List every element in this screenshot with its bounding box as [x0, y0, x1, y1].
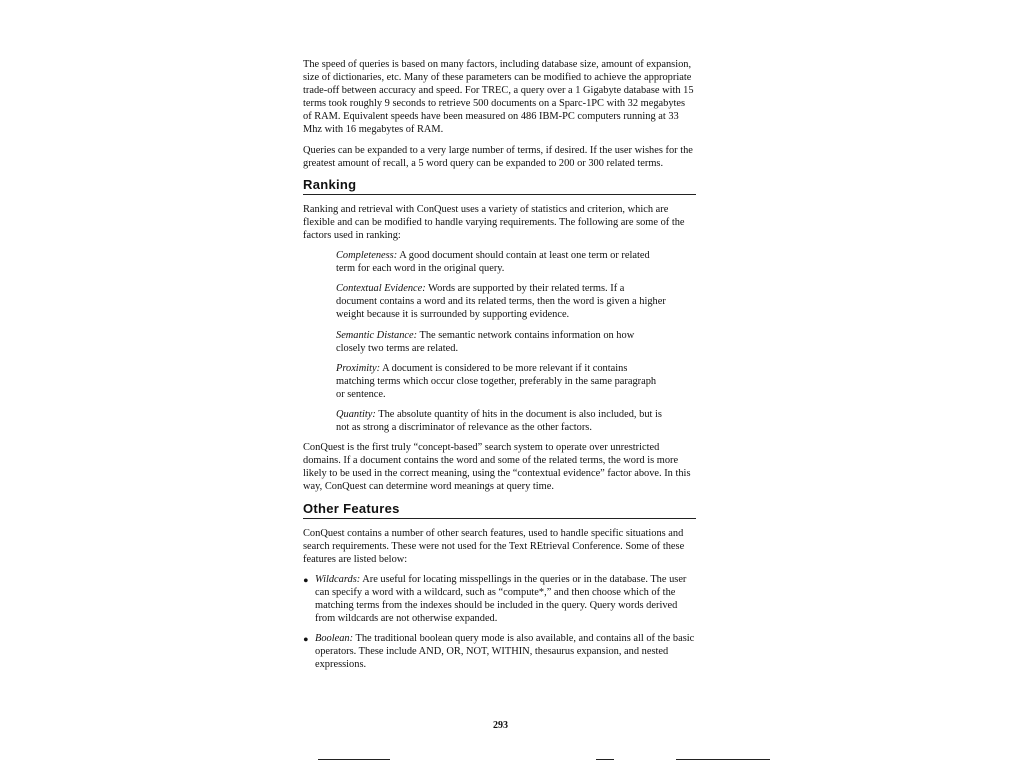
bullet-term: Wildcards:: [315, 573, 361, 585]
factor-contextual-evidence: [336, 282, 666, 321]
bullet-icon: •: [303, 572, 309, 590]
ranking-heading: Ranking: [303, 176, 357, 192]
other-features-heading: Other Features: [303, 500, 400, 516]
page-number: 293: [493, 720, 508, 731]
bullet-icon: •: [303, 632, 309, 650]
scan-artifact-line: [596, 759, 614, 760]
intro-paragraph-2: Queries can be expanded to a very large number of terms, if desired. If the user wishes for the greatest amount of recall, a 5 word query can be expanded to 200 or 300 related terms.: [303, 144, 693, 169]
factor-semantic-distance: [336, 329, 666, 355]
page-body: [303, 58, 696, 678]
factor-text: The semantic network contains information on how closely two terms are related.: [336, 329, 635, 354]
ranking-section-header: [303, 177, 696, 195]
scan-artifact-line: [676, 759, 770, 760]
factor-term: Contextual Evidence:: [336, 283, 426, 295]
bullet-text: The traditional boolean query mode is also available, and contains all of the basic operators. These include AND, OR, NOT, WITHIN, thesaurus expansion, and nested expressions.: [315, 633, 695, 671]
factor-term: Quantity:: [336, 408, 376, 420]
factor-term: Semantic Distance:: [336, 329, 418, 341]
factor-proximity: [336, 362, 666, 401]
other-features-section-header: [303, 501, 696, 519]
factor-completeness: [336, 249, 666, 275]
factor-text: The absolute quantity of hits in the document is also included, but is not as strong a discriminator of relevance as the other factors.: [336, 408, 662, 434]
factor-term: Proximity:: [336, 362, 381, 374]
list-item-wildcards: [303, 573, 696, 625]
scan-artifact-line: [318, 759, 390, 760]
other-features-intro: ConQuest contains a number of other search features, used to handle specific situations and search requirements. These were not used for the Text REtrieval Conference. Some of these features are listed below:: [303, 527, 685, 565]
bullet-term: Boolean:: [315, 633, 354, 645]
ranking-intro: Ranking and retrieval with ConQuest uses a variety of statistics and criterion, which are flexible and can be modified to handle varying requirements. The following are some of the factors used in ranking:: [303, 203, 685, 241]
ranking-closing: ConQuest is the first truly “concept-based” search system to operate over unrestricted domains. If a document contains the word and some of the related terms, the word is more likely to be used in the correct meaning, using the “contextual evidence” factor above. In this way, ConQuest can determine word meanings at query time.: [303, 442, 691, 493]
factor-text: A good document should contain at least one term or related term for each word in the original query.: [336, 250, 650, 275]
list-item-boolean: [303, 632, 696, 671]
factor-quantity: [336, 408, 666, 434]
bullet-text: Are useful for locating misspellings in the queries or in the database. The user can specify a word with a wildcard, such as “compute*,” and then choose which of the matching terms from the indexes should be included in the query. Query words derived from wildcards are not otherwise expanded.: [315, 573, 687, 625]
intro-paragraph-1: The speed of queries is based on many factors, including database size, amount of expansion, size of dictionaries, etc. Many of these parameters can be modified to achieve the appropriate trade-off between accuracy and speed. For TREC, a query over a 1 Gigabyte database with 15 terms took roughly 9 seconds to retrieve 500 documents on a Sparc-1PC with 32 megabytes of RAM. Equivalent speeds have been measured on 486 IBM-PC computers running at 33 Mhz with 16 megabytes of RAM.: [303, 59, 694, 136]
factor-text: A document is considered to be more relevant if it contains matching terms which occur close together, preferably in the same paragraph or sentence.: [336, 362, 657, 400]
factor-text: Words are supported by their related terms. If a document contains a word and its related terms, then the word is given a higher weight because it is surrounded by supporting evidence.: [336, 283, 666, 321]
factor-term: Completeness:: [336, 250, 398, 262]
